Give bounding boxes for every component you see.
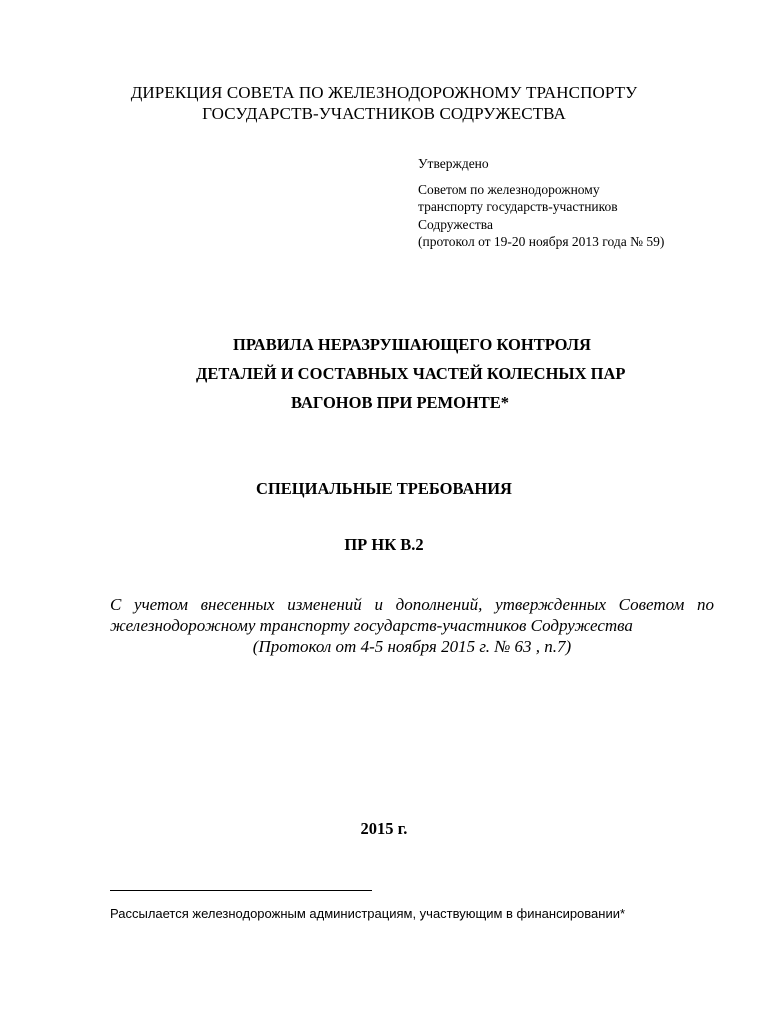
approved-label: Утверждено [418, 156, 489, 171]
organization-line-1: ДИРЕКЦИЯ СОВЕТА ПО ЖЕЛЕЗНОДОРОЖНОМУ ТРАНСПОРТУ [130, 83, 638, 102]
document-title [0, 330, 768, 420]
organization-header [0, 82, 768, 124]
document-code: ПР НК В.2 [344, 535, 424, 554]
approved-by-line-2: транспорту государств-участников [418, 199, 618, 214]
special-requirements-heading: СПЕЦИАЛЬНЫЕ ТРЕБОВАНИЯ [256, 479, 512, 498]
approval-block [418, 155, 664, 251]
title-line-1: ПРАВИЛА НЕРАЗРУШАЮЩЕГО КОНТРОЛЯ [233, 335, 591, 354]
amendments-line-2: железнодорожному транспорту государств-участников Содружества [110, 616, 633, 635]
amendments-line-3: (Протокол от 4-5 ноября 2015 г. № 63 , п.7) [252, 637, 572, 656]
footnote-text: Рассылается железнодорожным администрациям, участвующим в финансировании* [110, 906, 626, 921]
approval-protocol: (протокол от 19-20 ноября 2013 года № 59) [418, 234, 665, 249]
amendments-note [110, 594, 714, 657]
title-line-2: ДЕТАЛЕЙ И СОСТАВНЫХ ЧАСТЕЙ КОЛЕСНЫХ ПАР [196, 364, 626, 383]
organization-line-2: ГОСУДАРСТВ-УЧАСТНИКОВ СОДРУЖЕСТВА [202, 104, 566, 123]
approved-by-line-1: Советом по железнодорожному [418, 181, 600, 197]
approved-by-line-3: Содружества [418, 216, 493, 232]
title-line-3: ВАГОНОВ ПРИ РЕМОНТЕ* [291, 393, 510, 412]
amendments-line-1: С учетом внесенных изменений и дополнений, утвержденных Советом по [110, 595, 714, 614]
footnote-divider [110, 890, 372, 891]
document-year: 2015 г. [360, 819, 408, 838]
